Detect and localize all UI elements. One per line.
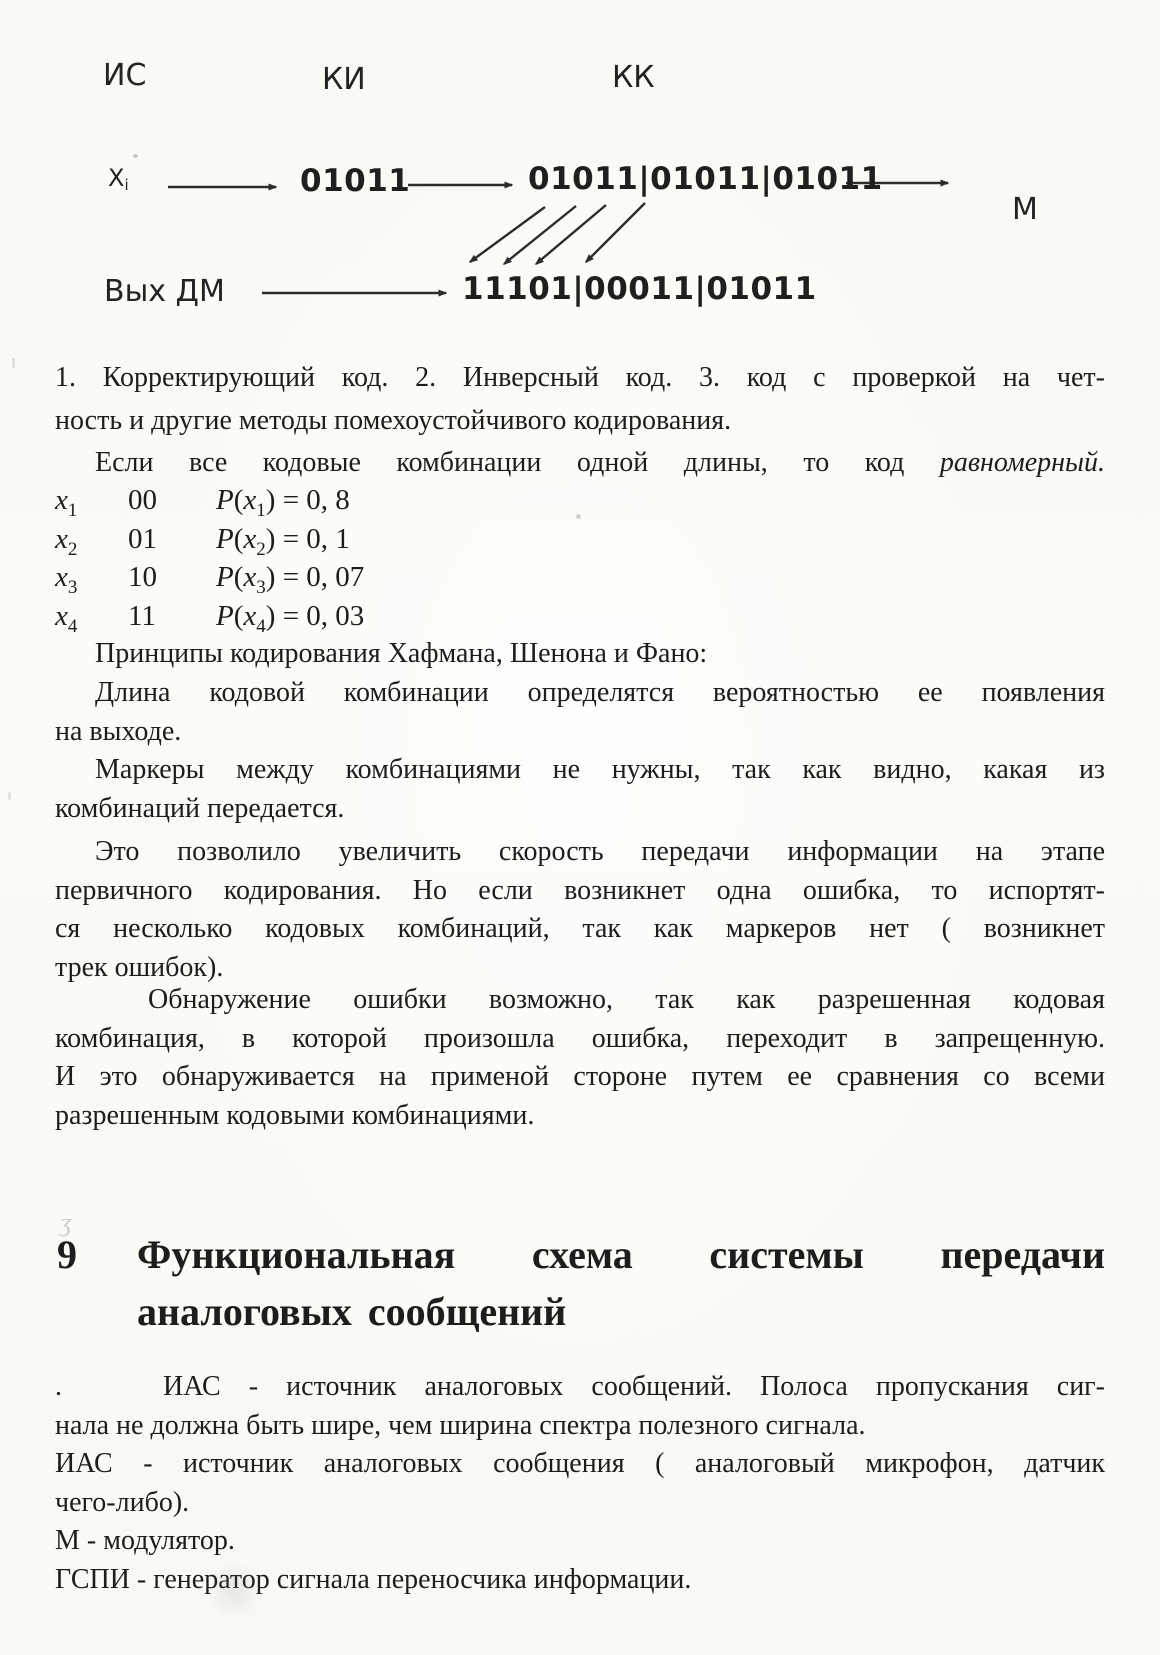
label-source-coder: КИ bbox=[322, 62, 366, 97]
table-row: $x_2$ 01 $P(x_2) = 0$, 1 bbox=[55, 522, 350, 560]
probability-table bbox=[55, 484, 1105, 638]
scan-speck bbox=[8, 792, 11, 800]
scan-speck bbox=[133, 154, 138, 158]
text-line: 1. Корректирующий код. 2. Инверсный код. 3. код с проверкой на чет- bbox=[55, 362, 1105, 393]
paragraph-speed-errors bbox=[55, 833, 1105, 987]
channel-code-block: 01011|01011|01011 bbox=[528, 161, 883, 197]
text-line: трек ошибок). bbox=[55, 951, 224, 983]
text-line: чего-либо). bbox=[55, 1486, 190, 1518]
primary-code-sequence: 01011 bbox=[300, 163, 411, 199]
term-uniform-code: равномерный. bbox=[939, 447, 1105, 478]
text-line: Если все кодовые комбинации одной длины, то код равномерный. bbox=[95, 447, 1105, 478]
received-code-sequence: 11101|00011|01011 bbox=[462, 271, 817, 307]
label-channel-coder: КК bbox=[612, 60, 655, 95]
section-title-line: Функциональная схема системы передачи bbox=[137, 1232, 1105, 1277]
text-line: на выходе. bbox=[55, 715, 182, 747]
scan-speck bbox=[576, 514, 581, 519]
text-line: . ИАС - источник аналоговых сообщений. Полоса пропускания сиг- bbox=[55, 1368, 1105, 1407]
text-line: ся несколько кодовых комбинаций, так как маркеров нет ( возникнет bbox=[55, 913, 1105, 944]
text-line: Длина кодовой комбинации определятся вероятностью ее появления bbox=[95, 677, 1105, 708]
label-information-source: ИС bbox=[103, 58, 147, 93]
text-line: нала не должна быть шире, чем ширина спектра полезного сигнала. bbox=[55, 1409, 866, 1441]
text-line: ГСПИ - генератор сигнала переносчика информации. bbox=[55, 1563, 692, 1595]
paragraph-definitions bbox=[55, 1368, 1105, 1599]
stray-period: . bbox=[55, 1371, 62, 1402]
paragraph-uniform-code bbox=[55, 444, 1105, 483]
scan-speck bbox=[12, 358, 15, 368]
text-line: комбинаций передается. bbox=[55, 792, 345, 824]
label-modulator: М bbox=[1012, 192, 1038, 227]
table-row: $x_4$ 11 $P(x_4) = 0$, 03 bbox=[55, 599, 365, 637]
paragraph-code-length bbox=[55, 674, 1105, 751]
coding-scheme-diagram bbox=[0, 0, 1160, 340]
label-source-symbol: $Х_i$ bbox=[108, 164, 129, 194]
text-line: первичного кодирования. Но если возникнет одна ошибка, то испортят- bbox=[55, 874, 1105, 906]
paragraph-error-detection bbox=[55, 981, 1105, 1135]
section-number: 9 bbox=[57, 1232, 77, 1277]
paragraph-code-types bbox=[55, 356, 1105, 442]
text-line: Это позволило увеличить скорость передачи информации на этапе bbox=[95, 836, 1105, 867]
table-row: $x_3$ 10 $P(x_3) = 0$, 07 bbox=[55, 561, 365, 598]
text-line: Обнаружение ошибки возможно, так как разрешенная кодовая bbox=[148, 984, 1105, 1015]
scan-smudge bbox=[212, 1566, 256, 1626]
text-line: ИАС - источник аналоговых сообщения ( аналоговый микрофон, датчик bbox=[55, 1448, 1105, 1479]
paragraph-coding-principles bbox=[55, 635, 1105, 674]
text-line: комбинация, в которой произошла ошибка, переходит в запрещенную. bbox=[55, 1022, 1105, 1054]
scan-mark: ʒ bbox=[60, 1208, 72, 1237]
text-line: И это обнаруживается на применой стороне путем ее сравнения со всеми bbox=[55, 1061, 1105, 1092]
text-line: разрешенным кодовыми комбинациями. bbox=[55, 1099, 535, 1131]
text-line: Маркеры между комбинациями не нужны, так как видно, какая из bbox=[95, 754, 1105, 785]
table-row: $x_1$ 00 $P(x_1) = 0$, 8 bbox=[55, 484, 350, 521]
text-line: Принципы кодирования Хафмана, Шенона и Фано: bbox=[95, 638, 708, 669]
section-heading bbox=[55, 1226, 1105, 1340]
paragraph-markers bbox=[55, 751, 1105, 828]
text-line: ность и другие методы помехоустойчивого кодирования. bbox=[55, 405, 732, 436]
section-title-line: аналоговых сообщений bbox=[137, 1289, 567, 1334]
text-line: М - модулятор. bbox=[55, 1525, 235, 1556]
label-demodulator-output: Вых ДМ bbox=[104, 274, 225, 309]
